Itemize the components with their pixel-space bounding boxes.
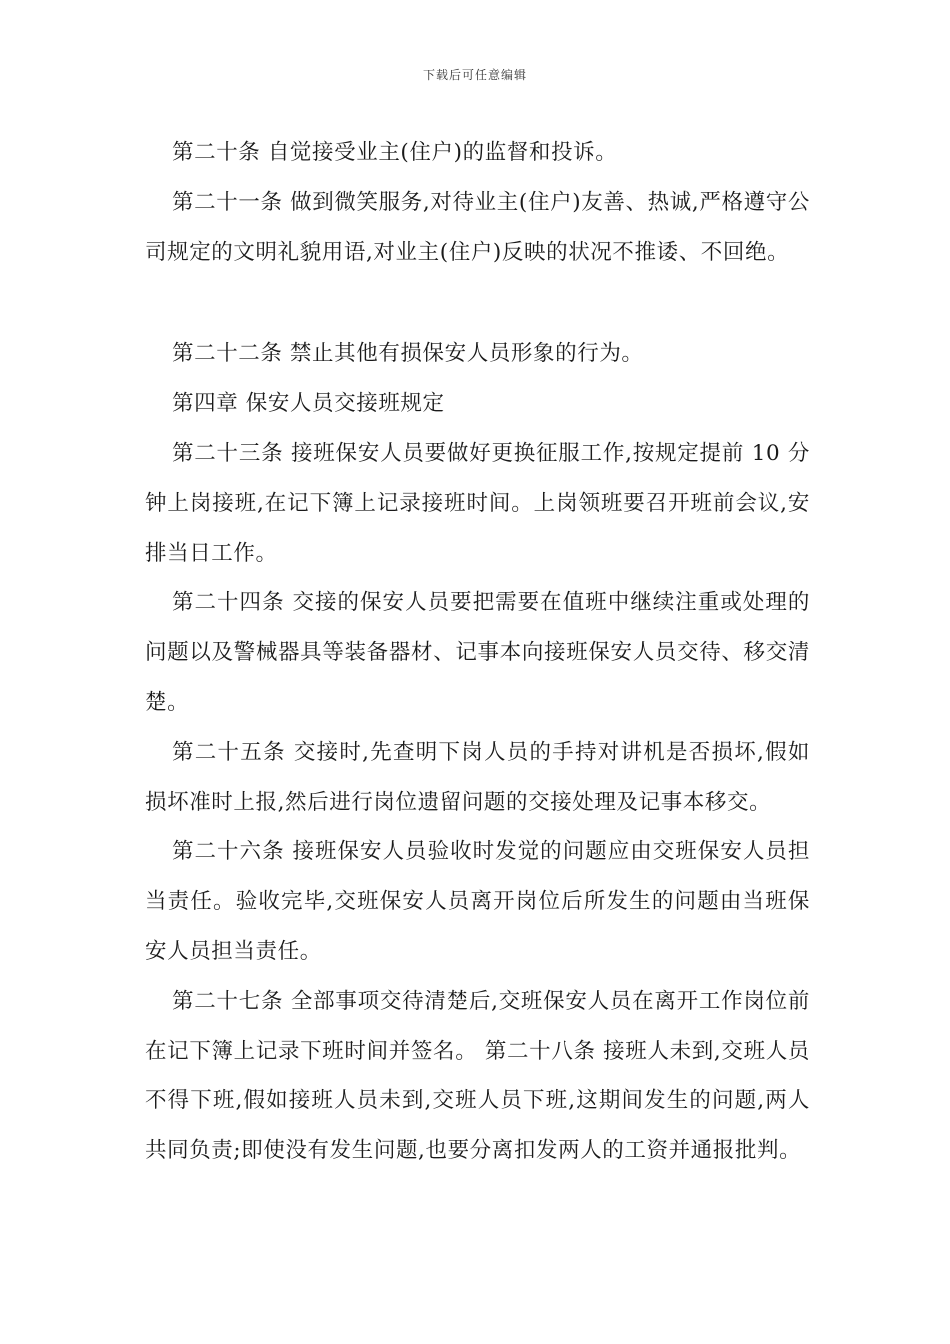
- page-header: 下载后可任意编辑: [422, 68, 527, 82]
- document-body: [145, 128, 810, 1176]
- article-24: 第二十四条 交接的保安人员要把需要在值班中继续注重或处理的问题以及警械器具等装备器材、记事本向接班保安人员交待、移交清楚。: [145, 590, 810, 715]
- article-21: 第二十一条 做到微笑服务,对待业主(住户)友善、热诚,严格遵守公司规定的文明礼貌用语,对业主(住户)反映的状况不推诿、不回绝。: [145, 189, 810, 265]
- article-23: 第二十三条 接班保安人员要做好更换征服工作,按规定提前 10 分钟上岗接班,在记下簿上记录接班时间。上岗领班要召开班前会议,安排当日工作。: [145, 440, 810, 566]
- article-27-28: 第二十七条 全部事项交待清楚后,交班保安人员在离开工作岗位前在记下簿上记录下班时间并签名。 第二十八条 接班人未到,交班人员不得下班,假如接班人员未到,交班人员下班,这期间发生的问题,两人共同负责;即使没有发生问题,也要分离扣发两人的工资并通报批判。: [145, 988, 810, 1164]
- article-26: 第二十六条 接班保安人员验收时发觉的问题应由交班保安人员担当责任。验收完毕,交班保安人员离开岗位后所发生的问题由当班保安人员担当责任。: [145, 839, 810, 964]
- article-25: 第二十五条 交接时,先查明下岗人员的手持对讲机是否损坏,假如损坏准时上报,然后进行岗位遗留问题的交接处理及记事本移交。: [145, 739, 810, 815]
- chapter-4-heading: 第四章 保安人员交接班规定: [172, 391, 445, 417]
- article-22: 第二十二条 禁止其他有损保安人员形象的行为。: [172, 341, 644, 367]
- article-20: 第二十条 自觉接受业主(住户)的监督和投诉。: [172, 140, 618, 165]
